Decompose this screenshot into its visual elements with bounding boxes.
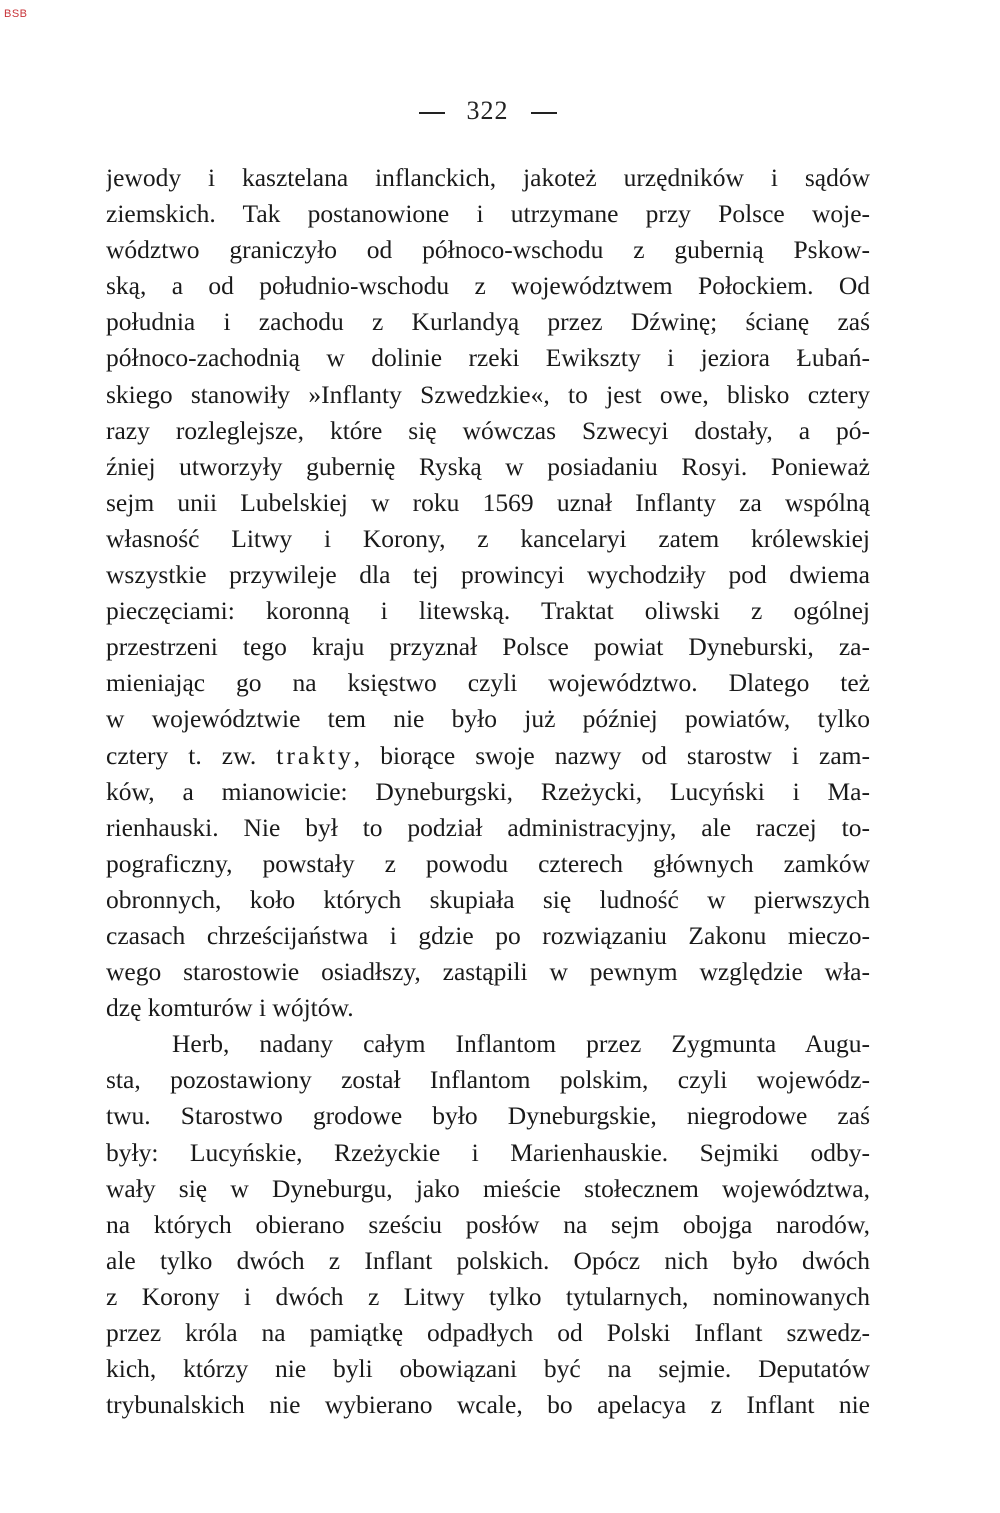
text-line: przez króla na pamiątkę odpadłych od Polski Inflant szwedz- <box>106 1318 870 1347</box>
text-line: były: Lucyńskie, Rzeżyckie i Marienhauskie. Sejmiki odby- <box>106 1137 870 1167</box>
body-text <box>106 160 870 1423</box>
text-line: sta, pozostawiony został Inflantom polskim, czyli wojewódz- <box>106 1065 870 1095</box>
text-line: północo-zachodnią w dolinie rzeki Ewikszty i jeziora Łubań- <box>106 343 870 373</box>
dash-right <box>531 112 557 114</box>
text-line: jewody i kasztelana inflanckich, jakoteż urzędników i sądów <box>106 163 870 192</box>
text-line: wego starostowie osiadłszy, zastąpili w pewnym względzie wła- <box>106 957 870 987</box>
text-line: pieczęciami: koronną i litewską. Traktat oliwski z ogólnej <box>106 596 870 626</box>
text-line: mieniając go na księstwo czyli województwo. Dlatego też <box>106 668 870 698</box>
text-line: ską, a od południo-wschodu z województwem Połockiem. Od <box>106 271 870 301</box>
library-stamp: BSB <box>4 8 28 20</box>
text-line: twu. Starostwo grodowe było Dyneburgskie, niegrodowe zaś <box>106 1101 870 1131</box>
text-line: wszystkie przywileje dla tej prowincyi wychodziły pod dwiema <box>106 560 870 590</box>
text-line: trybunalskich nie wybierano wcale, bo apelacya z Inflant nie <box>106 1390 870 1420</box>
text-line: ziemskich. Tak postanowione i utrzymane przy Polsce woje- <box>106 199 870 229</box>
text-line: południa i zachodu z Kurlandyą przez Dźwinę; ścianę zaś <box>106 307 870 337</box>
text-fragment: , biorące swoje nazwy od starostw i zam- <box>353 740 870 770</box>
text-line: czasach chrześcijaństwa i gdzie po rozwiązaniu Zakonu mieczo- <box>106 920 870 950</box>
text-line: źniej utworzyły gubernię Ryską w posiadaniu Rosyi. Ponieważ <box>106 451 870 481</box>
text-line: dzę komturów i wójtów. <box>106 993 354 1023</box>
text-line: na których obierano sześciu posłów na sejm obojga narodów, <box>106 1209 870 1239</box>
text-line: z Korony i dwóch z Litwy tylko tytularnych, nominowanych <box>106 1281 870 1311</box>
text-line: wództwo graniczyło od północo-wschodu z gubernią Pskow- <box>106 235 870 265</box>
text-fragment: cztery t. zw. <box>106 740 257 770</box>
page-number: 322 <box>466 96 509 125</box>
text-line: pograficzny, powstały z powodu czterech głównych zamków <box>106 848 870 878</box>
text-line-spaced <box>106 738 870 774</box>
text-line: obronnych, koło których skupiała się ludność w pierwszych <box>106 884 870 914</box>
text-line: razy rozleglejsze, które się wówczas Szwecyi dostały, a pó- <box>106 415 870 445</box>
text-line: sejm unii Lubelskiej w roku 1569 uznał Inflanty za wspólną <box>106 487 870 517</box>
text-line: kich, którzy nie byli obowiązani być na sejmie. Deputatów <box>106 1354 870 1384</box>
text-line: Herb, nadany całym Inflantom przez Zygmunta Augu- <box>172 1029 870 1059</box>
text-line: wały się w Dyneburgu, jako mieście stołecznem województwa, <box>106 1173 870 1203</box>
text-line: skiego stanowiły »Inflanty Szwedzkie«, to jest owe, blisko cztery <box>106 379 870 409</box>
dash-left <box>419 112 445 114</box>
text-line: w województwie tem nie było już później powiatów, tylko <box>106 704 870 734</box>
spaced-term: trakty <box>276 740 354 770</box>
page-number-header <box>0 96 975 126</box>
text-line: własność Litwy i Korony, z kancelaryi zatem królewskiej <box>106 523 870 553</box>
text-line: rienhauski. Nie był to podział administracyjny, ale raczej to- <box>106 812 870 842</box>
text-line: ków, a mianowicie: Dyneburgski, Rzeżycki, Lucyński i Ma- <box>106 776 870 806</box>
text-line: ale tylko dwóch z Inflant polskich. Opócz nich było dwóch <box>106 1245 870 1275</box>
text-line: przestrzeni tego kraju przyznał Polsce powiat Dyneburski, za- <box>106 632 870 662</box>
